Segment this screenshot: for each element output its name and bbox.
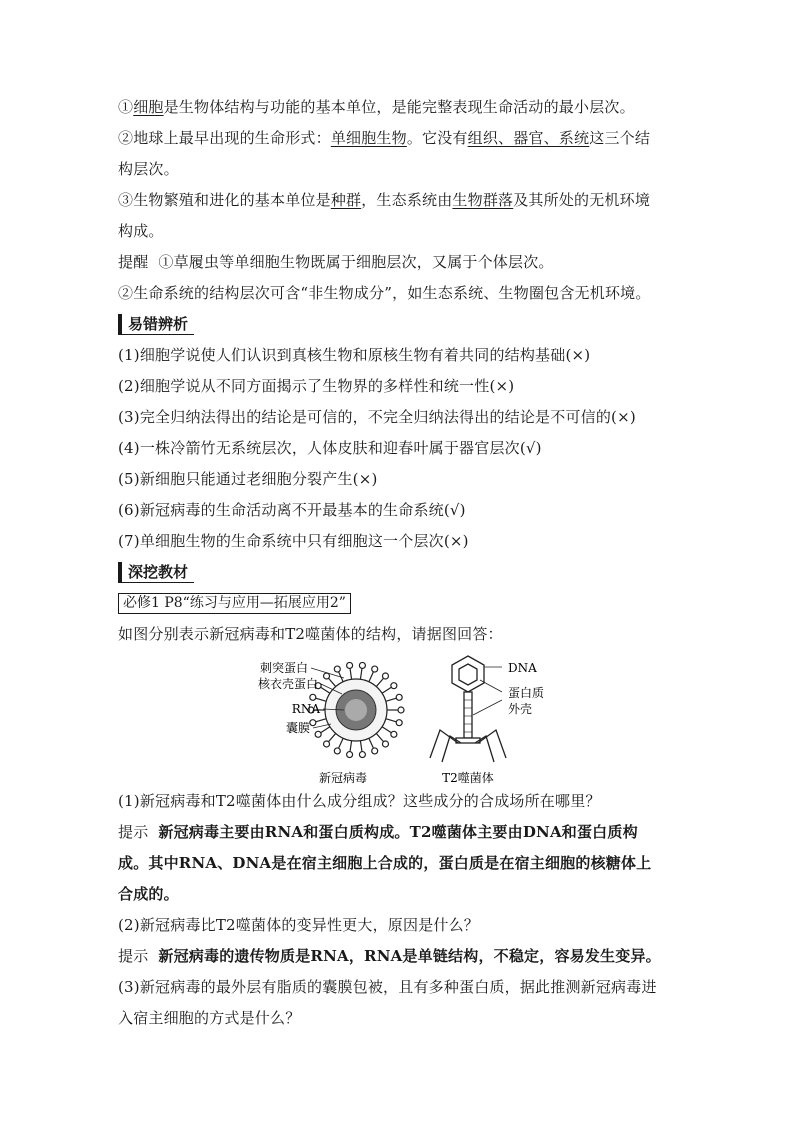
label-envelope: 囊膜 <box>285 721 310 735</box>
answer-1-line-2: 成。其中RNA、DNA是在宿主细胞上合成的，蛋白质是在宿主细胞的核糖体上 <box>118 854 652 872</box>
section-errors-row <box>118 309 686 340</box>
error-item: (6)新冠病毒的生命活动离不开最基本的生命系统(√) <box>118 501 466 519</box>
reminder-label: 提醒 <box>118 253 149 271</box>
error-item: (5)新细胞只能通过老细胞分裂产生(×) <box>118 470 378 488</box>
textbook-ref-row <box>118 588 686 619</box>
term-cell: 细胞 <box>133 98 164 116</box>
textbook-reference: 必修1 P8“练习与应用—拓展应用2” <box>118 593 351 614</box>
t2-phage-illustration <box>430 656 506 762</box>
figure-row <box>118 650 686 786</box>
intro-line-7: ②生命系统的结构层次可含“非生物成分”，如生态系统、生物圈包含无机环境。 <box>118 284 651 302</box>
question-2: (2)新冠病毒比T2噬菌体的变异性更大，原因是什么？ <box>118 916 479 934</box>
error-item: (3)完全归纳法得出的结论是可信的，不完全归纳法得出的结论是不可信的(×) <box>118 408 636 426</box>
error-list <box>118 340 686 557</box>
label-spike-protein: 刺突蛋白 <box>259 661 308 675</box>
answer-2-line-1: 提示 新冠病毒的遗传物质是RNA，RNA是单链结构，不稳定，容易发生变异。 <box>118 947 661 965</box>
coronavirus-illustration <box>258 660 404 785</box>
intro-line-3: 构层次。 <box>118 160 179 178</box>
document-page <box>118 92 686 1034</box>
section-heading-errors: 易错辨析 <box>118 314 194 335</box>
answer-1-label: 提示 <box>118 823 149 841</box>
intro-line-1: ①细胞是生物体结构与功能的基本单位，是能完整表现生命活动的最小层次。 <box>118 98 635 116</box>
label-nucleocapsid-protein: 核衣壳蛋白 <box>257 677 318 691</box>
section-heading-textbook: 深挖教材 <box>118 562 194 583</box>
answer-1-line-1: 提示 新冠病毒主要由RNA和蛋白质构成。T2噬菌体主要由DNA和蛋白质构 <box>118 823 638 841</box>
intro-line-4: ③生物繁殖和进化的基本单位是种群，生态系统由生物群落及其所处的无机环境 <box>118 191 651 209</box>
reminder-line: 提醒 ①草履虫等单细胞生物既属于细胞层次，又属于个体层次。 <box>118 253 554 271</box>
error-item: (4)一株冷箭竹无系统层次，人体皮肤和迎春叶属于器官层次(√) <box>118 439 542 457</box>
question-3-line-1: (3)新冠病毒的最外层有脂质的囊膜包被，且有多种蛋白质，据此推测新冠病毒进 <box>118 978 657 996</box>
section-textbook-row <box>118 557 686 588</box>
answer-1-line-3: 合成的。 <box>118 885 179 903</box>
virus-phage-figure <box>118 650 686 786</box>
answer-2-label: 提示 <box>118 947 149 965</box>
intro-line-5: 构成。 <box>118 222 164 240</box>
term-tissue-organ-system: 组织、器官、系统 <box>467 129 590 147</box>
term-population: 种群 <box>330 191 362 209</box>
question-3-line-2: 入宿主细胞的方式是什么？ <box>118 1009 301 1027</box>
label-dna: DNA <box>508 661 537 675</box>
error-item: (2)细胞学说从不同方面揭示了生物界的多样性和统一性(×) <box>118 377 515 395</box>
label-shell: 外壳 <box>508 702 533 716</box>
question-1: (1)新冠病毒和T2噬菌体由什么成分组成？这些成分的合成场所在哪里？ <box>118 792 601 810</box>
label-protein: 蛋白质 <box>508 686 545 700</box>
label-rna: RNA <box>291 702 320 716</box>
intro-line-2: ②地球上最早出现的生命形式：单细胞生物。它没有组织、器官、系统这三个结 <box>118 129 651 147</box>
virus-caption: 新冠病毒 <box>318 771 368 785</box>
term-unicellular: 单细胞生物 <box>330 129 407 147</box>
term-community: 生物群落 <box>452 191 514 209</box>
error-item: (1)细胞学说使人们认识到真核生物和原核生物有着共同的结构基础(×) <box>118 346 591 364</box>
figure-intro: 如图分别表示新冠病毒和T2噬菌体的结构，请据图回答： <box>118 625 503 643</box>
error-item: (7)单细胞生物的生命系统中只有细胞这一个层次(×) <box>118 532 469 550</box>
phage-caption: T2噬菌体 <box>442 771 494 785</box>
